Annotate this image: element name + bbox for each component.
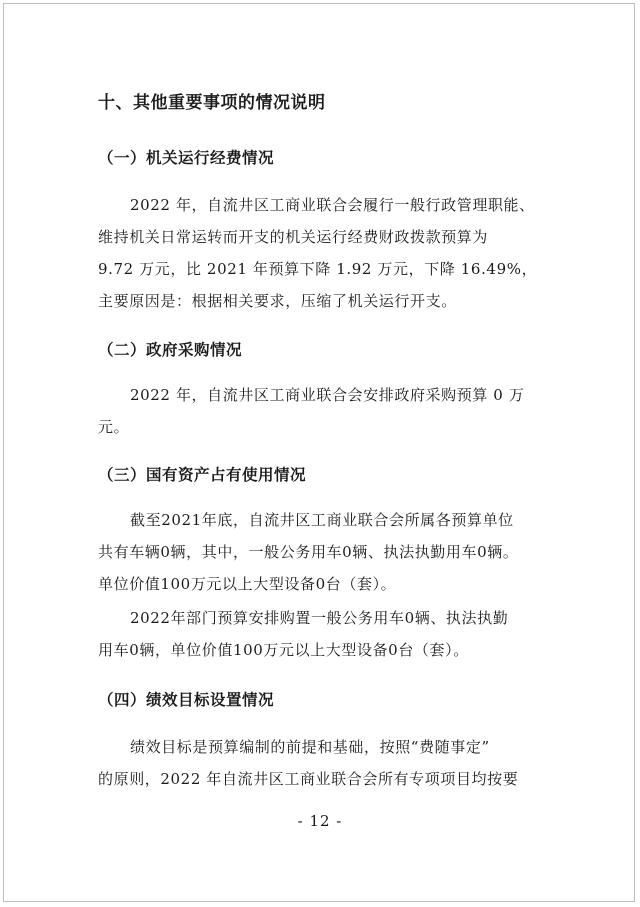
subsection-heading-2: （二）政府采购情况 — [98, 341, 243, 359]
paragraph-line: 共有车辆0辆，其中，一般公务用车0辆、执法执勤用车0辆。 — [98, 543, 519, 561]
paragraph-line: 2022年部门预算安排购置一般公务用车0辆、执法执勤 — [130, 609, 509, 627]
paragraph-line: 单位价值100万元以上大型设备0台（套）。 — [98, 575, 397, 593]
paragraph-performance-targets — [98, 731, 548, 795]
paragraph-line: 维持机关日常运转而开支的机关运行经费财政拨款预算为 — [98, 228, 489, 246]
paragraph-assets-1 — [98, 504, 548, 600]
paragraph-operating-expenses — [98, 189, 548, 317]
section-heading: 十、其他重要事项的情况说明 — [98, 93, 326, 113]
subsection-heading-1: （一）机关运行经费情况 — [98, 149, 275, 167]
page-number: - 12 - — [297, 812, 343, 830]
paragraph-line: 2022 年，自流井区工商业联合会安排政府采购预算 0 万 — [130, 386, 525, 404]
paragraph-line: 截至2021年底，自流井区工商业联合会所属各预算单位 — [130, 511, 514, 529]
subsection-heading-3: （三）国有资产占有使用情况 — [98, 466, 307, 484]
subsection-heading-4: （四）绩效目标设置情况 — [98, 691, 275, 709]
paragraph-line: 的原则，2022 年自流井区工商业联合会所有专项项目均按要 — [98, 770, 519, 788]
paragraph-line: 绩效目标是预算编制的前提和基础，按照“费随事定” — [130, 738, 490, 756]
paragraph-line: 9.72 万元，比 2021 年预算下降 1.92 万元，下降 16.49%， — [98, 260, 538, 278]
paragraph-assets-2 — [98, 602, 548, 666]
paragraph-procurement — [98, 379, 548, 443]
paragraph-line: 2022 年，自流井区工商业联合会履行一般行政管理职能、 — [130, 196, 535, 214]
paragraph-line: 主要原因是：根据相关要求，压缩了机关运行开支。 — [98, 292, 457, 310]
paragraph-line: 元。 — [98, 418, 130, 436]
paragraph-line: 用车0辆，单位价值100万元以上大型设备0台（套）。 — [98, 641, 469, 659]
